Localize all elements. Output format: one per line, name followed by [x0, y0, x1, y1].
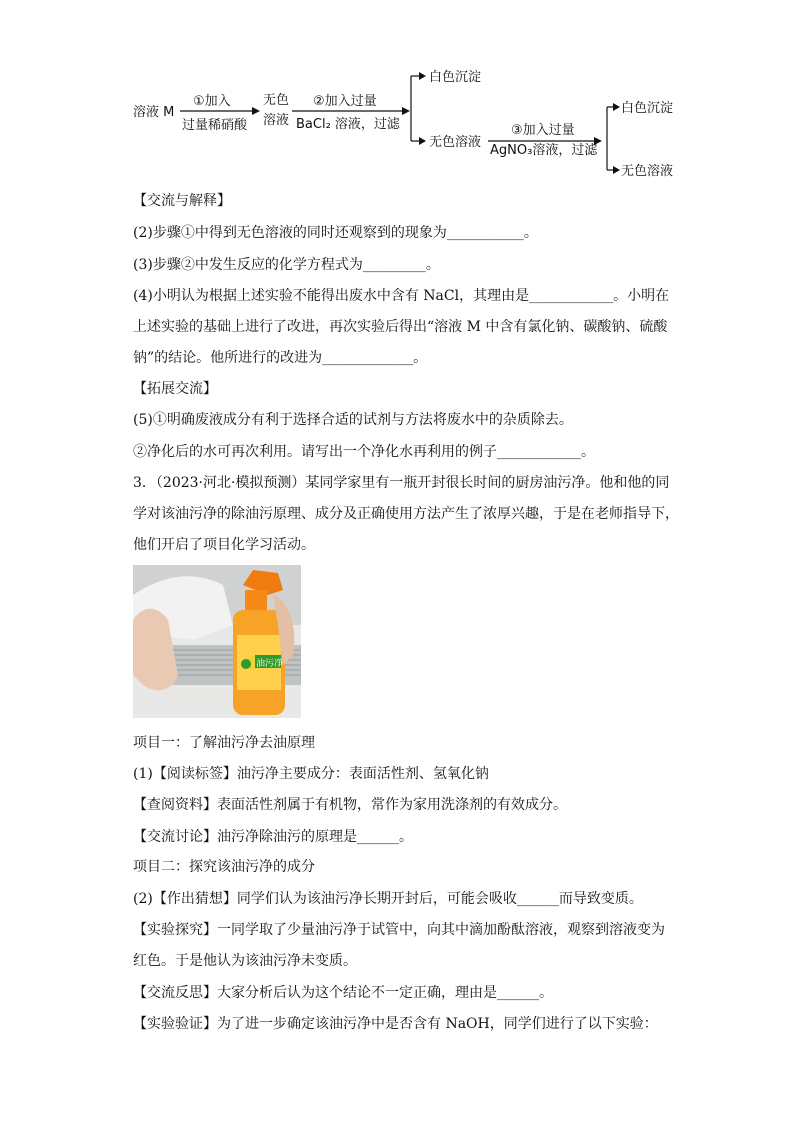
- section-heading-exchange: 【交流与解释】: [133, 193, 231, 209]
- arrowhead-step1: [252, 107, 260, 115]
- branch1-top-arrowhead: [419, 72, 426, 80]
- step3-top-label: ③加入过量: [511, 123, 575, 138]
- project-2-heading: 项目二：探究该油污净的成分: [133, 859, 315, 875]
- problem-3-line1: 3．（2023·河北·模拟预测）某同学家里有一瓶开封很长时间的厨房油污净。他和他的同: [133, 475, 670, 491]
- project-1-discussion: 【交流讨论】油污净除油污的原理是______。: [133, 829, 413, 845]
- question-4-line1: (4)小明认为根据上述实验不能得出废水中含有 NaCl，其理由是____________。小明在: [133, 288, 670, 304]
- branch1-bottom-arrowhead: [419, 137, 426, 145]
- step3-bottom-label: AgNO₃溶液，过滤: [490, 143, 598, 158]
- step1-top-label: ①加入: [193, 94, 231, 109]
- step1-bottom-label: 过量稀硝酸: [182, 118, 248, 133]
- problem-3-line3: 他们开启了项目化学习活动。: [133, 537, 315, 553]
- section-heading-extension: 【拓展交流】: [133, 381, 217, 397]
- branch1-bottom-label: 无色溶液: [429, 135, 482, 150]
- branch2-bottom-label: 无色溶液: [621, 164, 674, 179]
- question-4-line2: 上述实验的基础上进行了改进，再次实验后得出“溶液 M 中含有氯化钠、碳酸钠、硫酸: [133, 319, 668, 335]
- branch2-top-label: 白色沉淀: [621, 101, 674, 116]
- project-2-reflection: 【交流反思】大家分析后认为这个结论不一定正确，理由是______。: [133, 985, 553, 1001]
- project-2-hypothesis: (2)【作出猜想】同学们认为该油污净长期开封后，可能会吸收______而导致变质。: [133, 891, 643, 907]
- mid-top-label: 无色: [263, 93, 290, 108]
- branch2-top-arrowhead: [613, 103, 620, 111]
- project-2-verification: 【实验验证】为了进一步确定该油污净中是否含有 NaOH，同学们进行了以下实验：: [133, 1016, 658, 1032]
- project-1-heading: 项目一：了解油污净去油原理: [133, 735, 315, 751]
- project-1-reference: 【查阅资料】表面活性剂属于有机物，常作为家用洗涤剂的有效成分。: [133, 797, 567, 813]
- flow-start-label: 溶液 M: [133, 105, 175, 120]
- question-4-line3: 钠”的结论。他所进行的改进为_____________。: [133, 350, 428, 366]
- branch2-bottom-arrowhead: [613, 166, 620, 174]
- step2-top-label: ②加入过量: [313, 94, 377, 109]
- question-5-part1: (5)①明确废液成分有利于选择合适的试剂与方法将废水中的杂质除去。: [133, 412, 573, 428]
- bottle-label: 油污净: [256, 659, 284, 669]
- experiment-flow-diagram: [0, 0, 794, 200]
- mid-bottom-label: 溶液: [263, 113, 290, 128]
- problem-3-line2: 学对该油污净的除油污原理、成分及正确使用方法产生了浓厚兴趣，于是在老师指导下，: [133, 506, 679, 522]
- project-1-read-label: (1)【阅读标签】油污净主要成分：表面活性剂、氢氧化钠: [133, 766, 489, 782]
- project-2-experiment-line1: 【实验探究】一同学取了少量油污净于试管中，向其中滴加酚酞溶液，观察到溶液变为: [133, 922, 665, 938]
- question-2: (2)步骤①中得到无色溶液的同时还观察到的现象为___________。: [133, 225, 538, 241]
- arrowhead-step2: [402, 107, 410, 115]
- project-2-experiment-line2: 红色。于是他认为该油污净未变质。: [133, 953, 357, 969]
- step2-bottom-label: BaCl₂ 溶液，过滤: [296, 117, 400, 132]
- branch1-top-label: 白色沉淀: [429, 70, 482, 85]
- cleaner-bottle-photo: [133, 565, 301, 718]
- question-5-part2: ②净化后的水可再次利用。请写出一个净化水再利用的例子____________。: [133, 444, 595, 460]
- question-3: (3)步骤②中发生反应的化学方程式为_________。: [133, 257, 440, 273]
